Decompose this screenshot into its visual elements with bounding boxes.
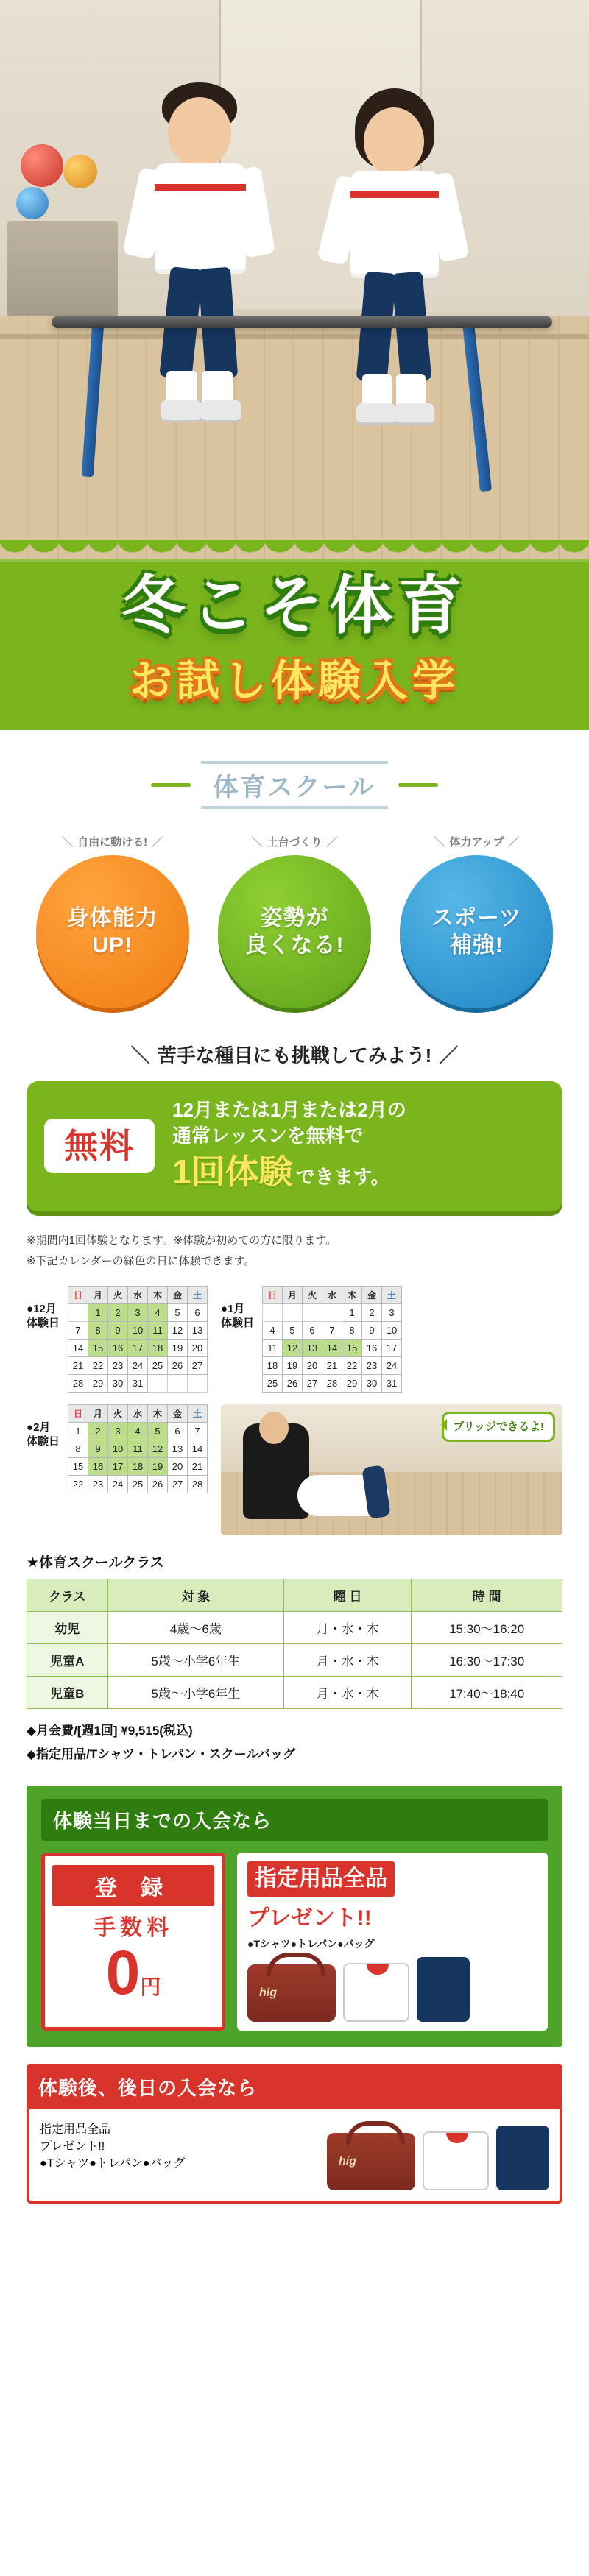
gift-note: ●Tシャツ●トレパン●バッグ — [247, 1938, 375, 1950]
class-table — [27, 1579, 562, 1709]
calendar-weekday: 金 — [362, 1286, 382, 1303]
calendar-day-cell: 14 — [68, 1339, 88, 1356]
calendar-day-cell: 22 — [88, 1356, 108, 1374]
calendar-label-line2: 体験日 — [27, 1317, 60, 1330]
calendar-day-cell: 7 — [68, 1321, 88, 1339]
calendar-label-line2: 体験日 — [221, 1317, 255, 1330]
gift-note: ●Tシャツ●トレパン●バッグ — [40, 2157, 186, 2170]
free-line2: 通常レッスンを無料で — [172, 1125, 364, 1147]
benefit-line2: 補強! — [449, 933, 504, 958]
calendar-day-cell: 11 — [128, 1440, 148, 1457]
gift-card-green — [237, 1853, 548, 2031]
title-main: 冬こそ体育 — [121, 569, 468, 643]
training-pants — [417, 1957, 470, 2022]
calendar-day-cell: 24 — [382, 1356, 402, 1374]
fee-amount-yen: 円 — [140, 1975, 161, 1999]
calendar-label — [221, 1286, 256, 1331]
calendar-label-line1: 12月 — [33, 1302, 57, 1315]
benefit-tagline — [27, 834, 198, 849]
gift-line2: プレゼント!! — [40, 2140, 105, 2154]
calendar-day-cell: 29 — [342, 1374, 362, 1392]
calendar-december — [27, 1286, 208, 1393]
fee-amount-number: 0 — [105, 1938, 141, 2008]
calendar-weekday: 月 — [88, 1286, 108, 1303]
benefit-line1: 身体能力 — [66, 905, 158, 930]
free-line3 — [172, 1149, 406, 1195]
calendar-week-row — [68, 1457, 208, 1475]
exercise-ball-blue — [16, 187, 49, 219]
child-girl — [317, 81, 501, 500]
free-line3-big: 1回体験 — [172, 1153, 293, 1192]
calendar-empty-cell — [283, 1303, 303, 1321]
calendar-day-cell: 19 — [148, 1457, 168, 1475]
calendar-day-cell: 28 — [188, 1475, 208, 1493]
class-col-time: 時 間 — [412, 1579, 562, 1611]
calendar-bullet: ● — [27, 1302, 34, 1315]
calendar-day-cell: 19 — [283, 1356, 303, 1374]
calendar-weekday: 水 — [322, 1286, 342, 1303]
tshirt-collar — [367, 1964, 389, 1975]
calendar-day-cell: 2 — [108, 1303, 128, 1321]
training-pants — [496, 2126, 549, 2190]
girl-head — [364, 107, 424, 175]
challenge-text: 苦手な種目にも挑戦してみよう! — [157, 1044, 432, 1067]
class-time: 17:40〜18:40 — [412, 1676, 562, 1708]
calendar-day-cell: 15 — [88, 1339, 108, 1356]
class-time: 15:30〜16:20 — [412, 1611, 562, 1643]
tagline-slash-right: ／ — [326, 836, 338, 849]
calendar-february — [27, 1404, 208, 1535]
speech-bubble: ブリッジできるよ! — [442, 1412, 555, 1443]
girl-shoe-left — [356, 403, 396, 425]
calendar-weekday: 火 — [108, 1404, 128, 1422]
title-sub: お試し体験入学 — [129, 656, 459, 707]
calendar-day-cell: 11 — [263, 1339, 283, 1356]
calendar-day-cell: 10 — [382, 1321, 402, 1339]
gift-line1: 指定用品全品 — [247, 1861, 395, 1897]
challenge-slash-right: ／ — [439, 1044, 459, 1067]
calendar-weekday: 土 — [188, 1404, 208, 1422]
benefit-tagline — [391, 834, 562, 849]
free-badge: 無料 — [44, 1119, 155, 1173]
tagline-slash-left: ＼ — [251, 836, 263, 849]
calendar-day-cell: 27 — [188, 1356, 208, 1374]
calendar-table — [262, 1286, 402, 1393]
calendar-day-cell: 14 — [322, 1339, 342, 1356]
label-rule-left — [151, 783, 191, 787]
calendar-weekday: 木 — [148, 1404, 168, 1422]
calendar-label-line1: 1月 — [228, 1302, 245, 1315]
calendar-row-top — [27, 1286, 562, 1393]
calendar-day-cell: 22 — [68, 1475, 88, 1493]
hero-photo — [0, 0, 589, 559]
calendar-day-cell: 27 — [303, 1374, 322, 1392]
calendar-weekday: 月 — [283, 1286, 303, 1303]
gift-card-red — [40, 2120, 315, 2170]
calendar-weekday: 木 — [342, 1286, 362, 1303]
note-line: ※期間内1回体験となります。※体験が初めての方に限ります。 — [27, 1234, 337, 1247]
class-section-heading: ★体育スクールクラス — [27, 1554, 164, 1571]
calendar-week-row — [68, 1374, 208, 1392]
calendar-day-cell: 28 — [322, 1374, 342, 1392]
calendar-day-cell: 7 — [322, 1321, 342, 1339]
calendar-day-cell: 31 — [128, 1374, 148, 1392]
calendar-day-cell: 21 — [322, 1356, 342, 1374]
promo-red-section — [27, 2064, 562, 2204]
calendar-day-cell: 15 — [342, 1339, 362, 1356]
calendar-day-cell: 5 — [168, 1303, 188, 1321]
calendar-weekday-row — [68, 1286, 208, 1303]
coach-head — [259, 1412, 289, 1444]
class-target: 4歳〜6歳 — [107, 1611, 283, 1643]
calendar-day-cell: 7 — [188, 1422, 208, 1440]
free-line3-tail: できます。 — [295, 1166, 390, 1189]
note-line: ※下記カレンダーの緑色の日に体験できます。 — [27, 1255, 255, 1268]
calendar-day-cell: 13 — [168, 1440, 188, 1457]
calendar-day-cell: 23 — [88, 1475, 108, 1493]
calendar-day-cell: 22 — [342, 1356, 362, 1374]
class-col-day: 曜 日 — [284, 1579, 412, 1611]
calendar-empty-cell — [263, 1303, 283, 1321]
calendar-day-cell: 5 — [148, 1422, 168, 1440]
tagline-slash-left: ＼ — [62, 836, 74, 849]
gift-line1: 指定用品全品 — [40, 2123, 111, 2137]
calendar-day-cell: 13 — [303, 1339, 322, 1356]
calendar-day-cell: 14 — [188, 1440, 208, 1457]
fee-bullets — [27, 1719, 562, 1767]
calendar-day-cell: 8 — [88, 1321, 108, 1339]
tshirt-collar — [446, 2133, 468, 2143]
calendar-day-cell: 17 — [382, 1339, 402, 1356]
school-label — [27, 761, 562, 809]
notes-block — [27, 1231, 562, 1273]
benefit-tagline — [208, 834, 380, 849]
calendar-day-cell: 20 — [188, 1339, 208, 1356]
calendar-week-row — [263, 1374, 402, 1392]
calendar-january — [221, 1286, 402, 1393]
calendar-day-cell: 18 — [128, 1457, 148, 1475]
calendar-weekday: 日 — [68, 1286, 88, 1303]
class-table-header-row — [27, 1579, 562, 1611]
equipment-rack — [7, 221, 118, 316]
calendar-week-row — [68, 1422, 208, 1440]
benefit-bubbles — [27, 834, 562, 1008]
challenge-heading — [27, 1041, 562, 1068]
calendar-label — [27, 1286, 62, 1331]
free-text — [172, 1097, 406, 1195]
calendar-week-row — [68, 1440, 208, 1457]
benefit-line2: 良くなる! — [244, 933, 345, 958]
calendar-day-cell: 25 — [128, 1475, 148, 1493]
class-day: 月・水・木 — [284, 1676, 412, 1708]
calendar-day-cell: 6 — [168, 1422, 188, 1440]
calendar-day-cell: 20 — [168, 1457, 188, 1475]
class-target: 5歳〜小学6年生 — [107, 1643, 283, 1676]
bag-logo: hig — [339, 2155, 356, 2168]
calendar-day-cell: 9 — [108, 1321, 128, 1339]
calendar-day-cell: 30 — [362, 1374, 382, 1392]
exercise-ball-yellow — [63, 155, 97, 188]
calendar-weekday: 金 — [168, 1286, 188, 1303]
calendar-day-cell: 26 — [283, 1374, 303, 1392]
calendar-day-cell: 16 — [362, 1339, 382, 1356]
label-rule-right — [398, 783, 438, 787]
calendar-day-cell: 5 — [283, 1321, 303, 1339]
calendar-day-cell: 9 — [88, 1440, 108, 1457]
calendar-weekday: 火 — [108, 1286, 128, 1303]
calendar-day-cell: 6 — [188, 1303, 208, 1321]
calendar-day-cell: 30 — [108, 1374, 128, 1392]
benefit-circle-orange — [36, 855, 189, 1008]
class-name: 児童A — [27, 1643, 108, 1676]
calendar-day-cell: 13 — [188, 1321, 208, 1339]
calendar-day-cell: 4 — [148, 1303, 168, 1321]
calendar-day-cell: 20 — [303, 1356, 322, 1374]
calendar-weekday: 水 — [128, 1286, 148, 1303]
calendar-day-cell: 2 — [362, 1303, 382, 1321]
calendar-day-cell: 19 — [168, 1339, 188, 1356]
calendar-day-cell: 15 — [68, 1457, 88, 1475]
fee-bullet-monthly: ◆月会費/[週1回] ¥9,515(税込) — [27, 1723, 193, 1738]
calendar-empty-cell — [303, 1303, 322, 1321]
school-bag — [247, 1964, 336, 2022]
calendar-label-line1: 2月 — [33, 1420, 51, 1434]
benefit-line1: スポーツ — [431, 905, 522, 930]
horizontal-bar — [52, 316, 552, 328]
boy-shirt — [155, 163, 246, 274]
calendar-day-cell: 4 — [128, 1422, 148, 1440]
calendar-bullet: ● — [27, 1420, 34, 1434]
calendar-weekday: 土 — [382, 1286, 402, 1303]
fee-title-1: 登 録 — [52, 1865, 214, 1906]
gift-goods-photo — [247, 1957, 537, 2022]
benefit-line2: UP! — [92, 933, 133, 958]
calendar-week-row — [263, 1356, 402, 1374]
calendar-day-cell: 12 — [168, 1321, 188, 1339]
table-row — [27, 1611, 562, 1643]
calendar-week-row — [263, 1321, 402, 1339]
calendar-day-cell: 8 — [342, 1321, 362, 1339]
calendar-day-cell: 8 — [68, 1440, 88, 1457]
boy-shoe-right — [200, 400, 241, 422]
calendar-day-cell: 17 — [108, 1457, 128, 1475]
calendar-day-cell: 12 — [148, 1440, 168, 1457]
gift-line2: プレゼント!! — [247, 1906, 372, 1931]
exercise-ball-red — [21, 144, 63, 187]
calendar-day-cell: 28 — [68, 1374, 88, 1392]
calendar-table — [68, 1404, 208, 1493]
child-boy — [125, 74, 309, 500]
calendar-day-cell: 3 — [128, 1303, 148, 1321]
class-col-name: クラス — [27, 1579, 108, 1611]
calendar-weekday-row — [263, 1286, 402, 1303]
calendar-week-row — [68, 1475, 208, 1493]
calendar-day-cell: 2 — [88, 1422, 108, 1440]
promo-red-heading: 体験後、後日の入会なら — [27, 2064, 562, 2109]
calendar-week-row — [68, 1321, 208, 1339]
calendar-week-row — [263, 1303, 402, 1321]
calendar-day-cell: 18 — [263, 1356, 283, 1374]
class-time: 16:30〜17:30 — [412, 1643, 562, 1676]
girl-shirt — [350, 171, 439, 278]
calendar-label — [27, 1404, 62, 1449]
title-banner — [0, 559, 589, 730]
promo-green-section — [27, 1786, 562, 2047]
bridge-photo — [221, 1404, 562, 1535]
calendar-weekday: 木 — [148, 1286, 168, 1303]
calendar-week-row — [68, 1303, 208, 1321]
registration-fee-card — [41, 1853, 225, 2031]
class-col-target: 対 象 — [107, 1579, 283, 1611]
calendar-day-cell: 1 — [68, 1422, 88, 1440]
calendar-day-cell: 1 — [88, 1303, 108, 1321]
calendar-empty-cell — [68, 1303, 88, 1321]
calendar-weekday: 土 — [188, 1286, 208, 1303]
calendar-weekday: 水 — [128, 1404, 148, 1422]
calendar-weekday: 日 — [68, 1404, 88, 1422]
calendar-day-cell: 12 — [283, 1339, 303, 1356]
calendar-day-cell: 17 — [128, 1339, 148, 1356]
class-target: 5歳〜小学6年生 — [107, 1676, 283, 1708]
class-name: 児童B — [27, 1676, 108, 1708]
girl-shirt-stripe — [350, 191, 439, 198]
calendar-day-cell: 3 — [108, 1422, 128, 1440]
calendar-empty-cell — [168, 1374, 188, 1392]
boy-shirt-stripe — [155, 184, 246, 191]
benefit-item — [391, 834, 562, 1008]
calendar-day-cell: 4 — [263, 1321, 283, 1339]
calendar-day-cell: 10 — [108, 1440, 128, 1457]
table-row — [27, 1676, 562, 1708]
benefit-tagline-text: 自由に動ける! — [77, 836, 148, 849]
calendar-day-cell: 31 — [382, 1374, 402, 1392]
calendar-weekday: 金 — [168, 1404, 188, 1422]
benefit-item — [27, 834, 198, 1008]
class-name: 幼児 — [27, 1611, 108, 1643]
calendar-day-cell: 16 — [108, 1339, 128, 1356]
calendar-day-cell: 24 — [108, 1475, 128, 1493]
calendar-day-cell: 27 — [168, 1475, 188, 1493]
bag-logo: hig — [259, 1986, 277, 2000]
promo-red-body — [27, 2109, 562, 2204]
calendar-label-line2: 体験日 — [27, 1435, 60, 1448]
calendar-day-cell: 11 — [148, 1321, 168, 1339]
calendar-day-cell: 10 — [128, 1321, 148, 1339]
calendar-day-cell: 25 — [148, 1356, 168, 1374]
class-day: 月・水・木 — [284, 1611, 412, 1643]
calendar-weekday: 日 — [263, 1286, 283, 1303]
calendar-empty-cell — [148, 1374, 168, 1392]
calendar-day-cell: 3 — [382, 1303, 402, 1321]
calendar-bullet: ● — [221, 1302, 228, 1315]
school-bag — [327, 2133, 415, 2190]
challenge-slash-left: ＼ — [130, 1044, 150, 1067]
fee-title-2: 手数料 — [94, 1916, 173, 1941]
school-label-text: 体育スクール — [201, 761, 387, 809]
boy-shoe-left — [161, 400, 202, 422]
benefit-item — [208, 834, 380, 1008]
calendar-day-cell: 16 — [88, 1457, 108, 1475]
benefit-tagline-text: 土台づくり — [267, 836, 322, 849]
calendar-day-cell: 6 — [303, 1321, 322, 1339]
calendar-weekday: 火 — [303, 1286, 322, 1303]
calendar-empty-cell — [322, 1303, 342, 1321]
calendar-day-cell: 26 — [148, 1475, 168, 1493]
tshirt — [343, 1963, 409, 2022]
calendar-weekday-row — [68, 1404, 208, 1422]
free-trial-box — [27, 1081, 562, 1211]
table-row — [27, 1643, 562, 1676]
calendar-day-cell: 21 — [68, 1356, 88, 1374]
tagline-slash-right: ／ — [508, 836, 520, 849]
calendar-day-cell: 23 — [108, 1356, 128, 1374]
calendar-day-cell: 26 — [168, 1356, 188, 1374]
tshirt — [423, 2131, 489, 2190]
calendar-day-cell: 18 — [148, 1339, 168, 1356]
benefit-circle-green — [218, 855, 371, 1008]
calendar-day-cell: 24 — [128, 1356, 148, 1374]
calendar-week-row — [263, 1339, 402, 1356]
calendar-weekday: 月 — [88, 1404, 108, 1422]
benefit-line1: 姿勢が — [260, 905, 329, 930]
calendar-day-cell: 1 — [342, 1303, 362, 1321]
tagline-slash-right: ／ — [152, 836, 163, 849]
calendar-day-cell: 25 — [263, 1374, 283, 1392]
calendar-week-row — [68, 1339, 208, 1356]
tagline-slash-left: ＼ — [434, 836, 445, 849]
calendar-day-cell: 23 — [362, 1356, 382, 1374]
calendar-empty-cell — [188, 1374, 208, 1392]
benefit-tagline-text: 体力アップ — [449, 836, 504, 849]
calendar-week-row — [68, 1356, 208, 1374]
class-day: 月・水・木 — [284, 1643, 412, 1676]
fee-amount — [52, 1938, 214, 2008]
footer-spacer — [27, 2204, 562, 2233]
promo-green-columns — [41, 1853, 548, 2031]
gift-goods-photo — [327, 2126, 549, 2190]
calendar-day-cell: 21 — [188, 1457, 208, 1475]
fee-bullet-items: ◆指定用品/Tシャツ・トレパン・スクールバッグ — [27, 1747, 296, 1761]
calendar-row-bottom — [27, 1404, 562, 1535]
girl-shoe-right — [395, 403, 434, 425]
boy-head — [168, 97, 231, 168]
calendar-day-cell: 9 — [362, 1321, 382, 1339]
benefit-circle-blue — [400, 855, 553, 1008]
calendar-day-cell: 29 — [88, 1374, 108, 1392]
free-line1: 12月または1月または2月の — [172, 1099, 406, 1122]
calendar-table — [68, 1286, 208, 1393]
promo-green-heading: 体験当日までの入会なら — [41, 1799, 548, 1841]
